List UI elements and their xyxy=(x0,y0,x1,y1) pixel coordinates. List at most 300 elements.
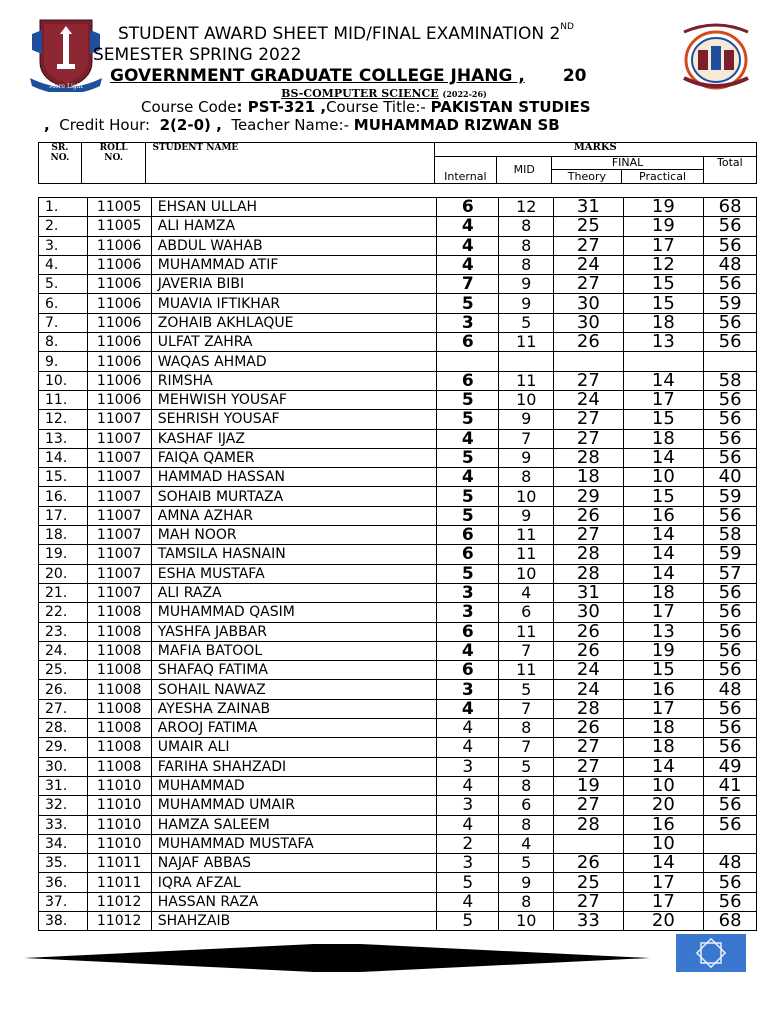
cell-internal: 5 xyxy=(437,873,499,892)
college-crest-logo xyxy=(30,14,102,92)
cell-practical: 17 xyxy=(623,699,704,718)
cell-sr: 32. xyxy=(39,796,88,815)
cell-practical: 18 xyxy=(623,429,704,448)
cell-practical: 19 xyxy=(623,217,704,236)
cell-student-name: SOHAIB MURTAZA xyxy=(151,487,437,506)
cell-theory: 27 xyxy=(554,236,623,255)
cell-roll: 11005 xyxy=(87,217,151,236)
cell-mid xyxy=(499,352,554,371)
cell-roll: 11005 xyxy=(87,198,151,217)
cell-internal: 6 xyxy=(437,545,499,564)
cell-roll: 11006 xyxy=(87,333,151,352)
cell-student-name: IQRA AFZAL xyxy=(151,873,437,892)
cell-total: 58 xyxy=(704,526,757,545)
cell-internal: 3 xyxy=(437,796,499,815)
cell-theory: 25 xyxy=(554,873,623,892)
cell-sr: 25. xyxy=(39,661,88,680)
table-row xyxy=(39,719,757,738)
table-row xyxy=(39,487,757,506)
table-row xyxy=(39,371,757,390)
cell-sr: 4. xyxy=(39,255,88,274)
cell-mid: 8 xyxy=(499,776,554,795)
table-row xyxy=(39,526,757,545)
cell-sr: 19. xyxy=(39,545,88,564)
cell-roll: 11007 xyxy=(87,564,151,583)
footer-arrow-divider xyxy=(24,940,650,976)
cell-total: 59 xyxy=(704,487,757,506)
table-row xyxy=(39,873,757,892)
cell-practical: 10 xyxy=(623,468,704,487)
cell-total: 56 xyxy=(704,390,757,409)
table-row xyxy=(39,198,757,217)
cell-internal: 5 xyxy=(437,410,499,429)
cell-sr: 30. xyxy=(39,757,88,776)
cell-sr: 24. xyxy=(39,641,88,660)
cell-total: 56 xyxy=(704,313,757,332)
cell-theory: 27 xyxy=(554,738,623,757)
cell-theory: 26 xyxy=(554,622,623,641)
cell-sr: 35. xyxy=(39,854,88,873)
cell-mid: 9 xyxy=(499,294,554,313)
cell-sr: 17. xyxy=(39,506,88,525)
cell-sr: 1. xyxy=(39,198,88,217)
cell-sr: 6. xyxy=(39,294,88,313)
cell-sr: 33. xyxy=(39,815,88,834)
table-row xyxy=(39,236,757,255)
cell-theory: 28 xyxy=(554,448,623,467)
cell-theory xyxy=(554,352,623,371)
cell-roll: 11006 xyxy=(87,275,151,294)
cell-roll: 11008 xyxy=(87,622,151,641)
cell-mid: 9 xyxy=(499,410,554,429)
cell-student-name: MUHAMMAD ATIF xyxy=(151,255,437,274)
cell-mid: 11 xyxy=(499,371,554,390)
cell-sr: 36. xyxy=(39,873,88,892)
cell-theory: 31 xyxy=(554,198,623,217)
cell-student-name: MUHAMMAD UMAIR xyxy=(151,796,437,815)
cell-practical: 14 xyxy=(623,564,704,583)
cell-theory: 24 xyxy=(554,255,623,274)
cell-theory: 28 xyxy=(554,815,623,834)
cell-theory: 27 xyxy=(554,796,623,815)
cell-roll: 11006 xyxy=(87,352,151,371)
cell-student-name: AYESHA ZAINAB xyxy=(151,699,437,718)
cell-sr: 21. xyxy=(39,583,88,602)
cell-roll: 11007 xyxy=(87,429,151,448)
table-row xyxy=(39,294,757,313)
cell-total: 56 xyxy=(704,622,757,641)
cell-sr: 10. xyxy=(39,371,88,390)
cell-total: 56 xyxy=(704,217,757,236)
table-row xyxy=(39,834,757,853)
cell-roll: 11006 xyxy=(87,313,151,332)
cell-practical xyxy=(623,352,704,371)
cell-internal: 3 xyxy=(437,680,499,699)
table-row xyxy=(39,313,757,332)
cell-mid: 8 xyxy=(499,468,554,487)
cell-sr: 9. xyxy=(39,352,88,371)
cell-mid: 9 xyxy=(499,448,554,467)
cell-mid: 4 xyxy=(499,583,554,602)
cell-total: 56 xyxy=(704,275,757,294)
cell-total: 56 xyxy=(704,719,757,738)
cell-roll: 11006 xyxy=(87,255,151,274)
cell-sr: 31. xyxy=(39,776,88,795)
cell-practical: 14 xyxy=(623,526,704,545)
logo-motto: More Light xyxy=(48,83,84,90)
cell-theory: 26 xyxy=(554,641,623,660)
cell-student-name: HAMMAD HASSAN xyxy=(151,468,437,487)
cell-roll: 11007 xyxy=(87,448,151,467)
cell-roll: 11012 xyxy=(87,892,151,911)
marks-table xyxy=(38,197,757,931)
cell-practical: 20 xyxy=(623,911,704,930)
cell-theory: 28 xyxy=(554,564,623,583)
table-row xyxy=(39,854,757,873)
college-name: GOVERNMENT GRADUATE COLLEGE JHANG , 20 xyxy=(110,66,587,86)
cell-sr: 12. xyxy=(39,410,88,429)
cell-internal: 5 xyxy=(437,911,499,930)
cell-theory: 29 xyxy=(554,487,623,506)
sheet-title-line1: STUDENT AWARD SHEET MID/FINAL EXAMINATION 2ND xyxy=(118,22,574,44)
cell-theory: 26 xyxy=(554,506,623,525)
cell-mid: 7 xyxy=(499,738,554,757)
table-row xyxy=(39,911,757,930)
table-row xyxy=(39,815,757,834)
cell-student-name: SHAFAQ FATIMA xyxy=(151,661,437,680)
cell-practical: 13 xyxy=(623,333,704,352)
cell-internal: 5 xyxy=(437,487,499,506)
cell-total: 68 xyxy=(704,198,757,217)
program-name: BS-COMPUTER SCIENCE (2022-26) xyxy=(281,87,487,100)
table-row xyxy=(39,776,757,795)
cell-student-name: MEHWISH YOUSAF xyxy=(151,390,437,409)
cell-practical: 14 xyxy=(623,448,704,467)
cell-sr: 7. xyxy=(39,313,88,332)
credit-teacher-line: , Credit Hour: 2(2-0) , Teacher Name:- MUHAMMAD RIZWAN SB xyxy=(44,116,560,134)
cell-internal: 4 xyxy=(437,892,499,911)
cell-practical: 15 xyxy=(623,410,704,429)
cell-total: 58 xyxy=(704,371,757,390)
cell-practical: 16 xyxy=(623,815,704,834)
cell-total: 56 xyxy=(704,661,757,680)
cell-student-name: MAFIA BATOOL xyxy=(151,641,437,660)
cell-sr: 23. xyxy=(39,622,88,641)
cell-total: 56 xyxy=(704,796,757,815)
cell-student-name: ABDUL WAHAB xyxy=(151,236,437,255)
cell-mid: 11 xyxy=(499,333,554,352)
table-row xyxy=(39,545,757,564)
table-row xyxy=(39,352,757,371)
cell-mid: 8 xyxy=(499,255,554,274)
cell-roll: 11008 xyxy=(87,641,151,660)
cell-sr: 20. xyxy=(39,564,88,583)
col-mid: MID xyxy=(497,157,552,184)
cell-internal: 4 xyxy=(437,699,499,718)
col-roll: ROLL NO. xyxy=(81,143,146,184)
table-row xyxy=(39,661,757,680)
cell-mid: 8 xyxy=(499,217,554,236)
table-row xyxy=(39,680,757,699)
cell-roll: 11008 xyxy=(87,738,151,757)
cell-mid: 6 xyxy=(499,603,554,622)
cell-mid: 11 xyxy=(499,545,554,564)
cell-total: 59 xyxy=(704,545,757,564)
cell-roll: 11008 xyxy=(87,719,151,738)
cell-mid: 9 xyxy=(499,506,554,525)
cell-total: 56 xyxy=(704,429,757,448)
table-row xyxy=(39,738,757,757)
cell-student-name: AMNA AZHAR xyxy=(151,506,437,525)
cell-theory: 27 xyxy=(554,275,623,294)
col-student-name: STUDENT NAME xyxy=(146,143,434,184)
cell-theory: 30 xyxy=(554,313,623,332)
cell-practical: 20 xyxy=(623,796,704,815)
col-final: FINAL xyxy=(552,157,703,170)
cell-theory: 27 xyxy=(554,371,623,390)
cell-total xyxy=(704,834,757,853)
cell-practical: 15 xyxy=(623,661,704,680)
cell-internal: 6 xyxy=(437,371,499,390)
cell-student-name: HASSAN RAZA xyxy=(151,892,437,911)
cell-theory: 27 xyxy=(554,526,623,545)
cell-total: 56 xyxy=(704,506,757,525)
cell-mid: 6 xyxy=(499,796,554,815)
cell-sr: 28. xyxy=(39,719,88,738)
cell-theory: 24 xyxy=(554,390,623,409)
cell-roll: 11007 xyxy=(87,526,151,545)
cell-theory: 33 xyxy=(554,911,623,930)
cell-mid: 5 xyxy=(499,680,554,699)
cell-theory: 18 xyxy=(554,468,623,487)
cell-theory: 27 xyxy=(554,757,623,776)
cell-internal: 6 xyxy=(437,333,499,352)
cell-sr: 22. xyxy=(39,603,88,622)
cell-student-name: HAMZA SALEEM xyxy=(151,815,437,834)
cell-internal: 6 xyxy=(437,622,499,641)
col-theory: Theory xyxy=(552,170,622,184)
table-row xyxy=(39,390,757,409)
cell-internal: 4 xyxy=(437,815,499,834)
cell-student-name: ESHA MUSTAFA xyxy=(151,564,437,583)
cell-theory: 26 xyxy=(554,719,623,738)
cell-student-name: KASHAF IJAZ xyxy=(151,429,437,448)
cell-practical: 14 xyxy=(623,545,704,564)
cell-student-name: MUAVIA IFTIKHAR xyxy=(151,294,437,313)
table-row xyxy=(39,603,757,622)
cell-student-name: JAVERIA BIBI xyxy=(151,275,437,294)
table-row xyxy=(39,448,757,467)
col-practical: Practical xyxy=(622,170,703,184)
table-row xyxy=(39,622,757,641)
cell-mid: 8 xyxy=(499,815,554,834)
cell-practical: 17 xyxy=(623,892,704,911)
cell-internal: 3 xyxy=(437,757,499,776)
cell-total: 40 xyxy=(704,468,757,487)
cell-total: 56 xyxy=(704,738,757,757)
cell-sr: 3. xyxy=(39,236,88,255)
cell-internal: 6 xyxy=(437,526,499,545)
cell-roll: 11010 xyxy=(87,796,151,815)
cell-student-name: MUHAMMAD QASIM xyxy=(151,603,437,622)
cell-student-name: AROOJ FATIMA xyxy=(151,719,437,738)
cell-practical: 18 xyxy=(623,583,704,602)
cell-sr: 37. xyxy=(39,892,88,911)
cell-practical: 18 xyxy=(623,719,704,738)
cell-roll: 11006 xyxy=(87,371,151,390)
cell-student-name: SEHRISH YOUSAF xyxy=(151,410,437,429)
cell-internal: 5 xyxy=(437,506,499,525)
cell-practical: 17 xyxy=(623,603,704,622)
cell-total: 59 xyxy=(704,294,757,313)
table-row xyxy=(39,564,757,583)
cell-student-name: NAJAF ABBAS xyxy=(151,854,437,873)
cell-practical: 13 xyxy=(623,622,704,641)
cell-mid: 11 xyxy=(499,661,554,680)
cell-mid: 5 xyxy=(499,313,554,332)
cell-sr: 16. xyxy=(39,487,88,506)
cell-mid: 9 xyxy=(499,873,554,892)
cell-mid: 5 xyxy=(499,854,554,873)
cell-practical: 14 xyxy=(623,371,704,390)
cell-practical: 10 xyxy=(623,834,704,853)
cell-roll: 11007 xyxy=(87,506,151,525)
cell-practical: 15 xyxy=(623,487,704,506)
cell-total: 56 xyxy=(704,236,757,255)
cell-internal: 4 xyxy=(437,468,499,487)
cell-total: 56 xyxy=(704,448,757,467)
cell-internal: 4 xyxy=(437,429,499,448)
cell-total: 48 xyxy=(704,854,757,873)
table-row xyxy=(39,275,757,294)
cell-student-name: ZOHAIB AKHLAQUE xyxy=(151,313,437,332)
cell-roll: 11008 xyxy=(87,699,151,718)
cell-practical: 18 xyxy=(623,313,704,332)
cell-total: 56 xyxy=(704,410,757,429)
cell-student-name: MUHAMMAD xyxy=(151,776,437,795)
cell-total: 56 xyxy=(704,333,757,352)
cell-total: 56 xyxy=(704,641,757,660)
cell-roll: 11006 xyxy=(87,294,151,313)
cell-internal: 4 xyxy=(437,719,499,738)
cell-roll: 11008 xyxy=(87,603,151,622)
cell-theory xyxy=(554,834,623,853)
cell-total: 56 xyxy=(704,603,757,622)
cell-total: 57 xyxy=(704,564,757,583)
cell-mid: 7 xyxy=(499,699,554,718)
cell-roll: 11010 xyxy=(87,815,151,834)
table-row xyxy=(39,641,757,660)
cell-mid: 10 xyxy=(499,390,554,409)
cell-sr: 15. xyxy=(39,468,88,487)
table-row xyxy=(39,255,757,274)
cell-theory: 28 xyxy=(554,545,623,564)
cell-roll: 11008 xyxy=(87,757,151,776)
cell-theory: 25 xyxy=(554,217,623,236)
page-badge xyxy=(676,934,746,972)
col-total: Total xyxy=(703,157,756,184)
cell-student-name: RIMSHA xyxy=(151,371,437,390)
table-row xyxy=(39,757,757,776)
cell-total: 49 xyxy=(704,757,757,776)
cell-total xyxy=(704,352,757,371)
cell-roll: 11011 xyxy=(87,854,151,873)
cell-internal: 7 xyxy=(437,275,499,294)
cell-roll: 11007 xyxy=(87,583,151,602)
cell-internal: 5 xyxy=(437,294,499,313)
cell-theory: 26 xyxy=(554,333,623,352)
cell-practical: 16 xyxy=(623,680,704,699)
cell-total: 48 xyxy=(704,680,757,699)
table-row xyxy=(39,506,757,525)
cell-student-name: MAH NOOR xyxy=(151,526,437,545)
cell-theory: 24 xyxy=(554,661,623,680)
cell-sr: 11. xyxy=(39,390,88,409)
cell-roll: 11007 xyxy=(87,468,151,487)
cell-theory: 31 xyxy=(554,583,623,602)
cell-theory: 27 xyxy=(554,892,623,911)
cell-theory: 19 xyxy=(554,776,623,795)
cell-roll: 11010 xyxy=(87,834,151,853)
cell-sr: 34. xyxy=(39,834,88,853)
cell-roll: 11008 xyxy=(87,680,151,699)
table-row xyxy=(39,217,757,236)
cell-practical: 12 xyxy=(623,255,704,274)
cell-mid: 9 xyxy=(499,275,554,294)
cell-mid: 8 xyxy=(499,892,554,911)
cell-roll: 11008 xyxy=(87,661,151,680)
cell-mid: 11 xyxy=(499,526,554,545)
cell-sr: 29. xyxy=(39,738,88,757)
cell-practical: 10 xyxy=(623,776,704,795)
cell-internal: 5 xyxy=(437,390,499,409)
table-row xyxy=(39,429,757,448)
cell-total: 56 xyxy=(704,815,757,834)
cell-sr: 27. xyxy=(39,699,88,718)
sheet-title-line2: SEMESTER SPRING 2022 xyxy=(93,45,302,65)
cell-internal: 4 xyxy=(437,776,499,795)
cell-roll: 11010 xyxy=(87,776,151,795)
cell-student-name: UMAIR ALI xyxy=(151,738,437,757)
cell-practical: 14 xyxy=(623,757,704,776)
cell-theory: 30 xyxy=(554,603,623,622)
col-sr: SR. NO. xyxy=(39,143,82,184)
cell-total: 56 xyxy=(704,873,757,892)
cell-internal: 4 xyxy=(437,255,499,274)
cell-student-name: ALI RAZA xyxy=(151,583,437,602)
cell-roll: 11012 xyxy=(87,911,151,930)
cell-practical: 15 xyxy=(623,275,704,294)
cell-mid: 7 xyxy=(499,641,554,660)
table-row xyxy=(39,796,757,815)
cell-student-name: TAMSILA HASNAIN xyxy=(151,545,437,564)
cell-total: 56 xyxy=(704,892,757,911)
cell-roll: 11006 xyxy=(87,390,151,409)
cell-mid: 12 xyxy=(499,198,554,217)
department-logo xyxy=(676,18,756,94)
cell-internal: 3 xyxy=(437,854,499,873)
cell-internal: 6 xyxy=(437,661,499,680)
cell-mid: 10 xyxy=(499,487,554,506)
cell-sr: 38. xyxy=(39,911,88,930)
cell-internal: 2 xyxy=(437,834,499,853)
cell-mid: 10 xyxy=(499,911,554,930)
cell-student-name: EHSAN ULLAH xyxy=(151,198,437,217)
cell-student-name: FAIQA QAMER xyxy=(151,448,437,467)
table-row xyxy=(39,410,757,429)
cell-student-name: SHAHZAIB xyxy=(151,911,437,930)
table-row xyxy=(39,333,757,352)
